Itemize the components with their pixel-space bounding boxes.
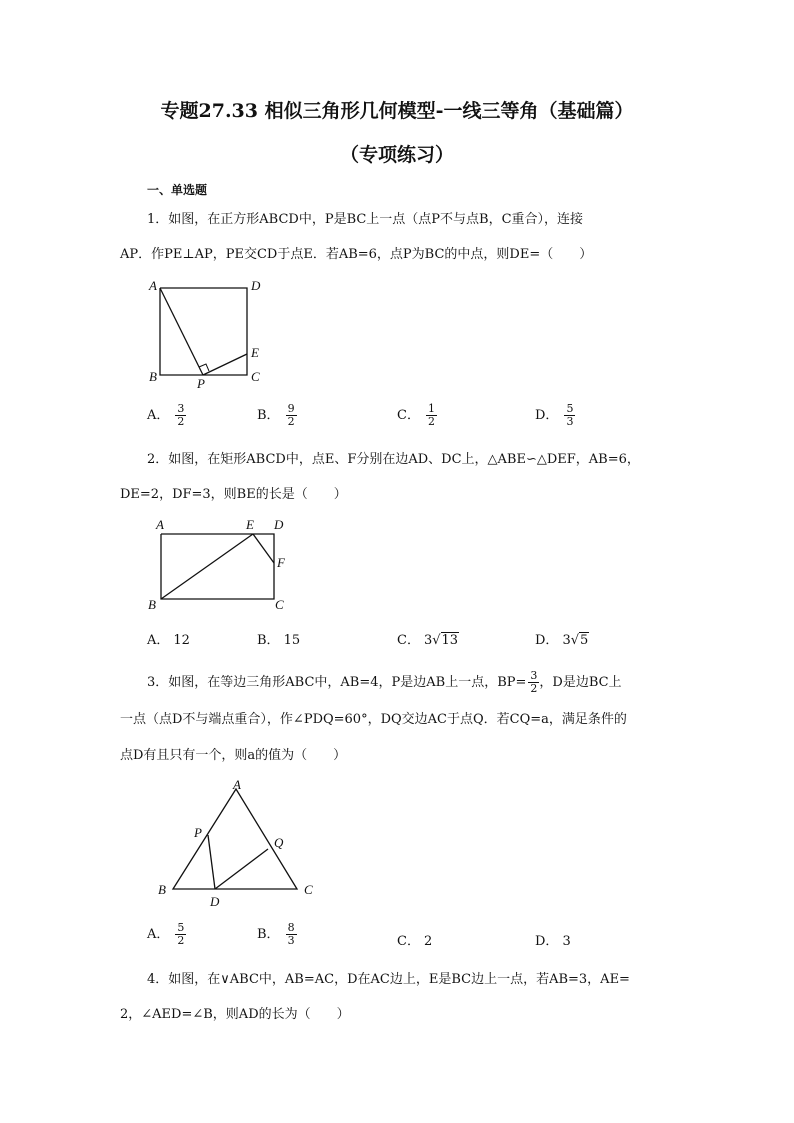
q1-square-outline bbox=[160, 288, 247, 375]
q3-option-b[interactable]: B． $\frac{8}{3}$ bbox=[257, 921, 295, 947]
q4-text-line2: 2，∠AED=∠B，则AD的长为（ ） bbox=[120, 1007, 350, 1022]
q3-text-line1: 3．如图，在等边三角形ABC中，AB=4，P是边AB上一点，BP= $\frac{3}{2}$ ，D是边BC上 bbox=[147, 669, 622, 695]
q2-option-d[interactable]: D． 3√5 bbox=[535, 633, 589, 648]
q3-segment-DQ bbox=[215, 849, 268, 889]
q3-label-P: P bbox=[194, 825, 202, 840]
q1-option-b[interactable]: B． $\frac{9}{2}$ bbox=[257, 402, 295, 428]
q3-label-Q: Q bbox=[274, 835, 284, 850]
q1-text-line1: 1．如图，在正方形ABCD中，P是BC上一点（点P不与点B，C重合），连接 bbox=[147, 212, 584, 227]
q1-option-c[interactable]: C． $\frac{1}{2}$ bbox=[397, 402, 435, 428]
q3-option-d[interactable]: D． 3 bbox=[535, 934, 571, 949]
q3-text-line3: 点D有且只有一个，则a的值为（ ） bbox=[120, 748, 347, 763]
q2-text-line1: 2．如图，在矩形ABCD中，点E、F分别在边AD、DC上，△ABE∽△DEF，AB=6， bbox=[147, 452, 640, 467]
q1-label-P: P bbox=[197, 376, 205, 391]
q2-option-a[interactable]: A． 12 bbox=[147, 633, 190, 648]
section-heading: 一、单选题 bbox=[147, 183, 208, 197]
q3-label-B: B bbox=[158, 882, 166, 897]
q1-label-A: A bbox=[149, 278, 157, 293]
q3-option-c[interactable]: C． 2 bbox=[397, 934, 433, 949]
q2-segment-BE bbox=[161, 534, 253, 599]
q2-label-F: F bbox=[277, 555, 285, 570]
q1-label-E: E bbox=[251, 345, 259, 360]
q2-label-D: D bbox=[274, 517, 284, 532]
q1-figure-square bbox=[140, 278, 270, 393]
q2-label-E: E bbox=[246, 517, 254, 532]
q1-segment-PE bbox=[203, 354, 247, 375]
q4-text-line1: 4．如图，在∨ABC中，AB=AC，D在AC边上，E是BC边上一点，若AB=3，AE= bbox=[147, 972, 630, 987]
q2-option-b[interactable]: B． 15 bbox=[257, 633, 301, 648]
q2-figure-rectangle bbox=[140, 515, 300, 615]
q1-segment-AP bbox=[160, 288, 203, 375]
q1-option-d[interactable]: D． $\frac{5}{3}$ bbox=[535, 402, 574, 428]
q3-option-a[interactable]: A． $\frac{5}{2}$ bbox=[147, 921, 185, 947]
q3-label-C: C bbox=[304, 882, 313, 897]
q1-option-a[interactable]: A． $\frac{3}{2}$ bbox=[147, 402, 185, 428]
q2-label-B: B bbox=[148, 597, 156, 612]
q2-label-C: C bbox=[275, 597, 284, 612]
q3-label-D: D bbox=[210, 894, 220, 909]
q1-text-line2: AP．作PE⊥AP，PE交CD于点E．若AB=6，点P为BC的中点，则DE=（ ） bbox=[120, 247, 593, 262]
q3-label-A: A bbox=[233, 777, 241, 792]
q1-label-B: B bbox=[149, 369, 157, 384]
q1-label-D: D bbox=[251, 278, 261, 293]
q3-segment-PD bbox=[208, 835, 215, 889]
q2-text-line2: DE=2，DF=3，则BE的长是（ ） bbox=[120, 487, 347, 502]
document-subtitle: （专项练习） bbox=[339, 144, 454, 166]
document-title: 专题27.33 相似三角形几何模型-一线三等角（基础篇） bbox=[160, 100, 634, 122]
q2-segment-EF bbox=[253, 534, 274, 563]
q2-label-A: A bbox=[156, 517, 164, 532]
q3-text-line2: 一点（点D不与端点重合），作∠PDQ=60°，DQ交边AC于点Q．若CQ=a，满足条件的 bbox=[120, 712, 627, 727]
q2-rectangle-outline bbox=[161, 534, 274, 599]
q1-label-C: C bbox=[251, 369, 260, 384]
q3-figure-triangle bbox=[150, 775, 330, 915]
q2-option-c[interactable]: C． 3√13 bbox=[397, 633, 459, 648]
